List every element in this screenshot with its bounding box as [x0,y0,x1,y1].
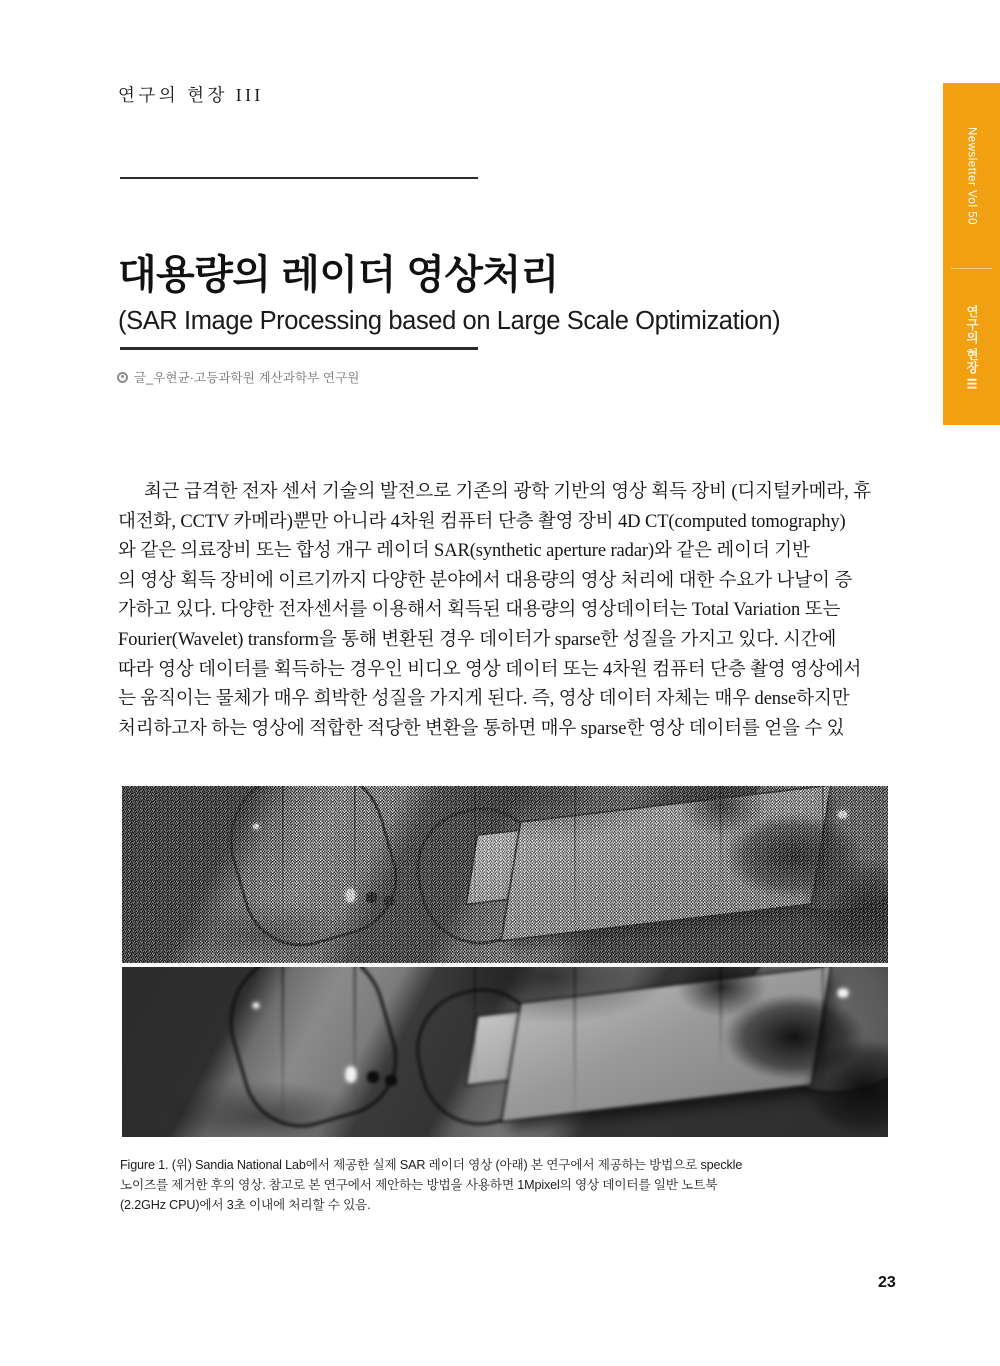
sar-image-noisy [122,786,888,963]
denoise-smoothing-layer [122,967,888,1137]
body-line: 의 영상 획득 장비에 이르기까지 다양한 분야에서 대용량의 영상 처리에 대한 수요가 나날이 증 [118,570,853,591]
caption-line: Figure 1. (위) Sandia National Lab에서 제공한 실제 SAR 레이더 영상 (아래) 본 연구에서 제공하는 방법으로 speckle [120,1158,743,1172]
sar-image-denoised [122,967,888,1137]
side-tab-section-section [943,269,1000,425]
figure-1 [122,786,888,1137]
body-line: Fourier(Wavelet) transform을 통해 변환된 경우 데이터가 sparse한 성질을 가지고 있다. 시간에 [118,629,837,650]
body-line: 처리하고자 하는 영상에 적합한 적당한 변환을 통하면 매우 sparse한 영상 데이터를 얻을 수 있 [118,718,845,739]
body-line: 는 움직이는 물체가 매우 희박한 성질을 가지게 된다. 즉, 영상 데이터 자체는 매우 dense하지만 [118,689,850,710]
article-body [118,478,896,744]
side-tab-divider [951,268,992,269]
title-rule-top [120,177,478,179]
page-number: 23 [878,1274,896,1291]
side-tab [943,83,1000,425]
byline [117,368,359,386]
side-tab-volume-section [943,83,1000,269]
body-line: 와 같은 의료장비 또는 합성 개구 레이더 SAR(synthetic aperture radar)와 같은 레이더 기반 [118,541,810,562]
side-tab-section-label: 연구의 현장 III [964,304,979,390]
body-line: 최근 급격한 전자 센서 기술의 발전으로 기존의 광학 기반의 영상 획득 장비 (디지털카메라, 휴 [144,482,871,502]
article-title-english: (SAR Image Processing based on Large Scale Optimization) [118,307,781,336]
article-title-korean: 대용량의 레이더 영상처리 [118,252,559,297]
caption-line: 노이즈를 제거한 후의 영상. 참고로 본 연구에서 제안하는 방법을 사용하면 1Mpixel의 영상 데이터를 일반 노트북 [120,1178,718,1192]
title-rule-bottom [120,347,478,350]
body-line: 따라 영상 데이터를 획득하는 경우인 비디오 영상 데이터 또는 4차원 컴퓨터 단층 촬영 영상에서 [118,659,862,680]
running-head: 연구의 현장 III [118,85,264,105]
body-line: 가하고 있다. 다양한 전자센서를 이용해서 획득된 대용량의 영상데이터는 Total Variation 또는 [118,600,841,621]
speckle-noise-layer-fine [122,786,888,963]
bullet-icon [117,372,128,383]
figure-caption [120,1155,820,1215]
side-tab-volume-label: Newsletter Vol 50 [965,127,978,225]
byline-text: 글_우현균·고등과학원 계산과학부 연구원 [134,371,360,385]
body-line: 대전화, CCTV 카메라)뿐만 아니라 4차원 컴퓨터 단층 촬영 장비 4D CT(computed tomography) [118,511,846,532]
caption-line: (2.2GHz CPU)에서 3초 이내에 처리할 수 있음. [120,1198,371,1212]
